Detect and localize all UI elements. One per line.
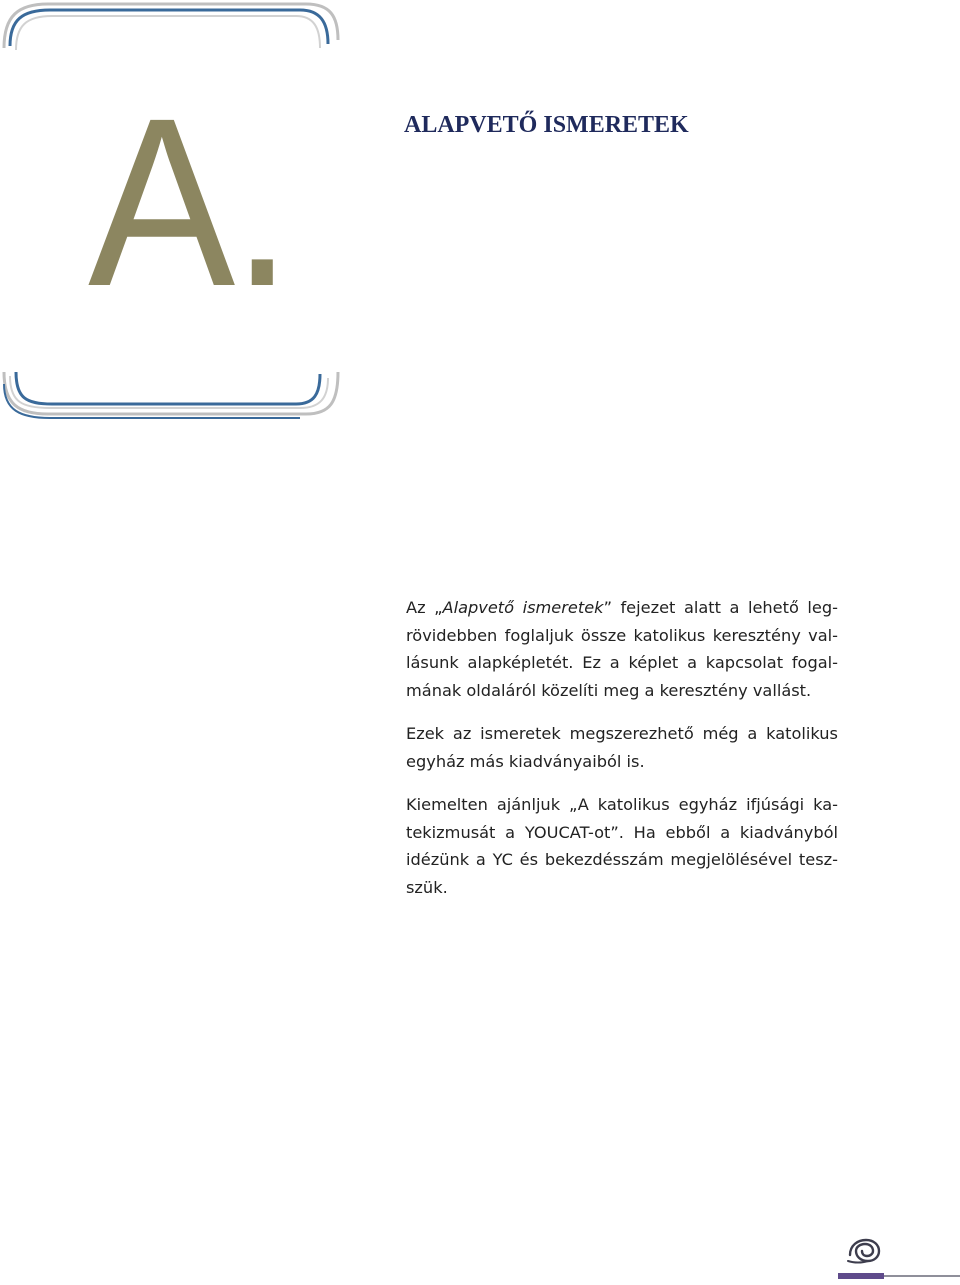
paragraph-youcat: Kiemelten ajánljuk „A katolikus egyház ifjúsági katekizmusát a YOUCAT-ot”. Ha ebből a kiadványból idézünk a YC és bekezdésszám megjelölésével teszszük. <box>406 795 838 897</box>
chapter-intro-text <box>406 594 838 917</box>
paragraph-intro-italic: Alapvető ismeretek <box>442 598 604 617</box>
chapter-letter: A. <box>88 68 290 336</box>
paragraph-intro-lead: Az „ <box>406 598 443 617</box>
footer-ornament-icon <box>846 1237 882 1265</box>
paragraph-intro <box>406 594 838 704</box>
chapter-title: ALAPVETŐ ISMERETEK <box>404 112 689 138</box>
paragraph-sources: Ezek az ismeretek megszerezhető még a katolikus egyház más kiadványaiból is. <box>406 724 838 771</box>
footer-accent-bar <box>838 1273 884 1279</box>
paragraph-intro-rest: ” fejezet alatt a lehető legrövidebben foglaljuk össze katolikus keresztény vallásunk alapképletét. Ez a képlet a kapcsolat fogalmának oldaláról közelíti meg a keresztény vallást. <box>406 598 839 700</box>
footer-rule <box>884 1275 960 1277</box>
